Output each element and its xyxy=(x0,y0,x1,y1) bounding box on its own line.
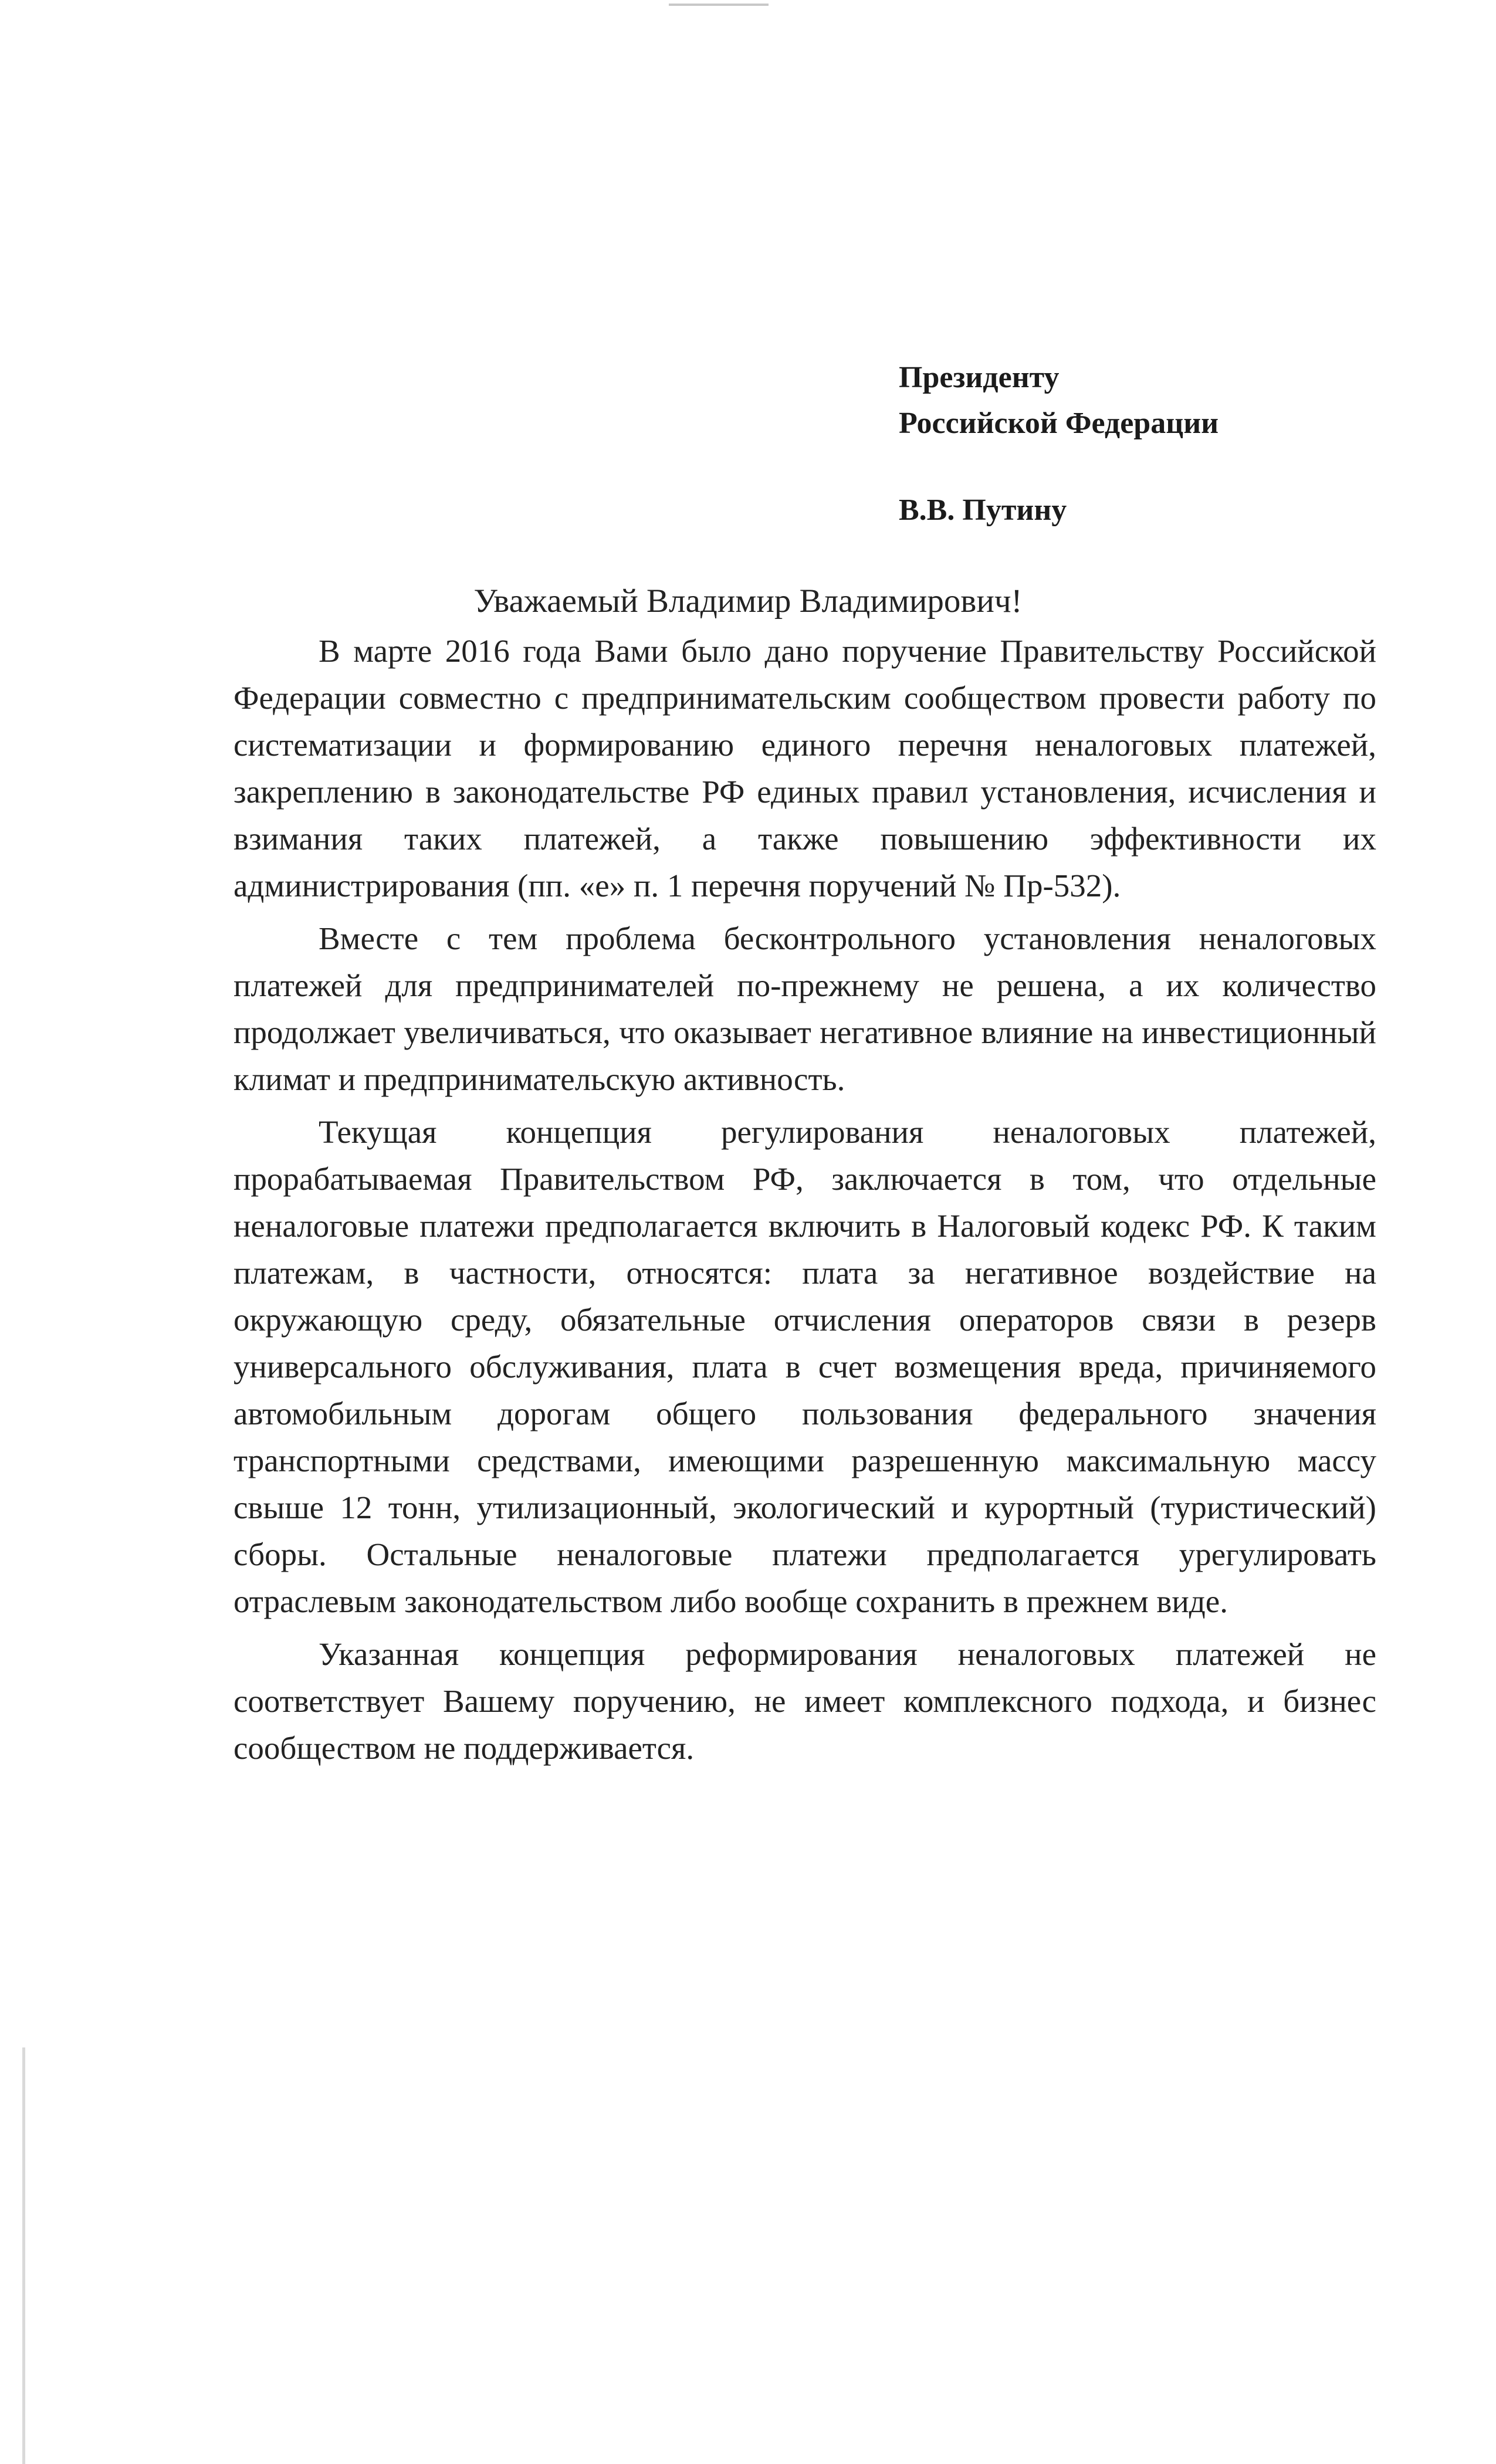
paragraph-2: Вместе с тем проблема бесконтрольного установления неналоговых платежей для предпринимателей по-прежнему не решена, а их количество продолжает увеличиваться, что оказывает негативное влияние на инвестиционный климат и предпринимательскую активность. xyxy=(233,920,1376,1097)
letter-greeting: Уважаемый Владимир Владимирович! xyxy=(473,583,1023,620)
scan-artifact-left xyxy=(22,2047,25,2464)
addressee-title: Президенту xyxy=(899,361,1060,394)
paragraph-4: Указанная концепция реформирования неналоговых платежей не соответствует Вашему поручению, не имеет комплексного подхода, и бизнес сообществом не поддерживается. xyxy=(233,1636,1376,1766)
addressee-name: В.В. Путину xyxy=(899,493,1067,527)
paragraph-3: Текущая концепция регулирования неналоговых платежей, прорабатываемая Правительством РФ, заключается в том, что отдельные неналоговые платежи предполагается включить в Налоговый кодекс РФ. К таким платежам, в частности, относятся: плата за негативное воздействие на окружающую среду, обязательные отчисления операторов связи в резерв универсального обслуживания, плата в счет возмещения вреда, причиняемого автомобильным дорогам общего пользования федерального значения транспортными средствами, имеющими разрешенную максимальную массу свыше 12 тонн, утилизационный, экологический и курортный (туристический) сборы. Остальные неналоговые платежи предполагается урегулировать отраслевым законодательством либо вообще сохранить в прежнем виде. xyxy=(233,1114,1376,1619)
letter-body xyxy=(233,628,1376,1778)
addressee-organization: Российской Федерации xyxy=(899,407,1219,440)
paragraph-1: В марте 2016 года Вами было дано поручение Правительству Российской Федерации совместно с предпринимательским сообществом провести работу по систематизации и формированию единого перечня неналоговых платежей, закреплению в законодательстве РФ единых правил установления, исчисления и взимания таких платежей, а также повышению эффективности их администрирования (пп. «е» п. 1 перечня поручений № Пр-532). xyxy=(233,633,1376,903)
addressee-block xyxy=(899,355,1427,533)
scan-artifact-top xyxy=(669,4,769,6)
